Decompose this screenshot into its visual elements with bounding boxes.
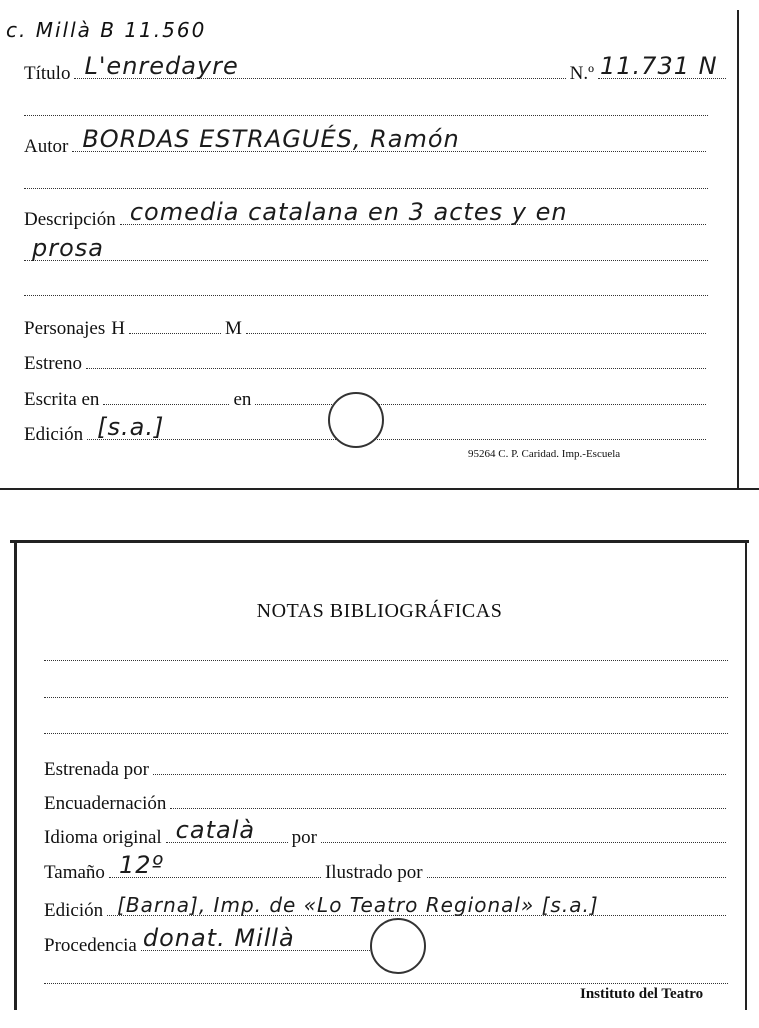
blank-line [44,697,728,698]
idioma-value: català [175,815,256,844]
tamano-label: Tamaño [44,861,105,883]
edicion-back-label: Edición [44,899,104,921]
idioma-field [166,815,288,844]
personajes-label: Personajes [24,317,106,339]
titulo-field [74,51,565,80]
tamano-row [44,850,730,884]
titulo-value: L'enredayre [84,51,239,80]
notas-heading: NOTAS BIBLIOGRÁFICAS [256,600,503,622]
numero-value: 11.731 N [600,51,718,80]
estreno-label: Estreno [24,352,83,374]
estreno-row [24,348,710,375]
punch-hole [370,918,426,974]
card-edge [737,10,739,490]
edicion-back-value: [Barna], Imp. de «Lo Teatro Regional» [s.a.] [117,892,599,917]
descripcion-field [120,197,706,226]
edicion-field [87,412,706,441]
tamano-value: 12º [118,850,164,879]
escrita-field [103,384,229,405]
estrenada-row [44,754,730,781]
blank-line [44,660,728,661]
blank-line [24,295,708,296]
titulo-row [24,51,730,85]
procedencia-field [141,923,380,952]
escrita-en-field [255,384,706,405]
personajes-row [24,313,710,340]
autor-row [24,124,710,158]
escrita-label: Escrita en [24,388,100,410]
procedencia-label: Procedencia [44,934,137,956]
autor-field [72,124,706,153]
descripcion-line-2 [24,234,708,262]
titulo-label: Título [24,62,71,84]
estreno-field [86,348,706,369]
estrenada-label: Estrenada por [44,758,149,780]
edicion-value: [s.a.] [97,412,165,441]
procedencia-value: donat. Millà [142,923,295,952]
escrita-en-label: en [233,388,252,410]
procedencia-row [44,923,384,957]
blank-line [24,115,708,116]
idioma-label: Idioma original [44,826,162,848]
estrenada-field [153,754,726,775]
institution-imprint: Instituto del Teatro [580,986,704,1002]
punch-hole [328,392,384,448]
blank-line [24,188,708,189]
encuadernacion-row [44,788,730,815]
idioma-por-label: por [291,826,317,848]
catalog-card-front [0,0,759,495]
encuadernacion-label: Encuadernación [44,792,167,814]
idioma-por-field [321,822,726,843]
printer-imprint: 95264 C. P. Caridad. Imp.-Escuela [468,448,621,460]
tamano-field [109,850,321,879]
ilustrado-field [427,857,726,878]
descripcion-value-line2: prosa [32,234,104,262]
autor-value: BORDAS ESTRAGUÉS, Ramón [82,124,460,153]
edicion-back-field [107,892,726,917]
encuadernacion-field [170,788,726,809]
descripcion-row [24,197,710,231]
idioma-row [44,815,730,849]
catalog-card-back [0,540,759,1020]
edicion-back-row [44,892,730,922]
ilustrado-label: Ilustrado por [324,861,423,883]
personajes-m-label: M [225,317,242,339]
card-edge [10,540,749,543]
personajes-h-field [129,313,221,334]
personajes-h-label: H [111,317,125,339]
blank-line [44,733,728,734]
card-edge [0,488,759,490]
numero-label: N.º [569,62,594,84]
corner-note: c. Millà B 11.560 [6,18,207,42]
descripcion-label: Descripción [24,208,116,230]
personajes-m-field [246,313,706,334]
descripcion-value: comedia catalana en 3 actes y en [129,197,568,226]
blank-line [44,983,728,984]
autor-label: Autor [24,135,69,157]
numero-field [598,51,726,80]
edicion-label: Edición [24,423,84,445]
